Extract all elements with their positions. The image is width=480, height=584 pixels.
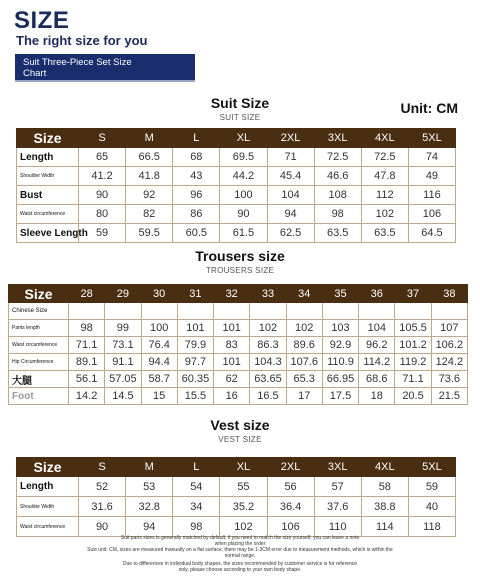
suit-section-title: Suit Size — [210, 95, 270, 111]
suit-table-cell: 47.8 — [361, 167, 408, 186]
note-line-3: Size unit: CM, sizes are measured manually on a flat surface, there may be 1-3CM error due to measurement methods, which is within the — [87, 547, 393, 553]
trousers-table-cell: 104.3 — [250, 354, 286, 371]
trousers-table-row — [9, 371, 468, 388]
suit-table-cell: 61.5 — [220, 224, 267, 243]
trousers-header-cell: 33 — [250, 285, 286, 303]
suit-size-table — [16, 128, 456, 243]
trousers-row-label: Pants length — [9, 320, 69, 337]
suit-table-cell: 45.4 — [267, 167, 314, 186]
vest-table-cell: 31.6 — [79, 497, 126, 517]
trousers-table-cell: 21.5 — [431, 388, 467, 405]
vest-header-cell: 3XL — [314, 458, 361, 477]
page-subtitle: The right size for you — [16, 33, 148, 48]
trousers-header-cell: 35 — [322, 285, 358, 303]
trousers-table-cell: 101 — [177, 320, 213, 337]
suit-header-size-label: Size — [17, 129, 79, 148]
unit-label: Unit: CM — [400, 100, 458, 116]
trousers-table-cell — [322, 303, 358, 320]
trousers-table-row — [9, 388, 468, 405]
trousers-table-cell — [177, 303, 213, 320]
trousers-table-cell: 91.1 — [105, 354, 141, 371]
trousers-table-cell: 105.5 — [395, 320, 431, 337]
trousers-table-row — [9, 354, 468, 371]
trousers-header-row — [9, 285, 468, 303]
trousers-table-cell: 65.3 — [286, 371, 322, 388]
suit-header-cell: 3XL — [314, 129, 361, 148]
trousers-table-cell: 101 — [214, 320, 250, 337]
trousers-table-cell: 14.2 — [69, 388, 105, 405]
vest-size-table — [16, 457, 456, 537]
suit-table-cell: 41.2 — [79, 167, 126, 186]
trousers-row-label: Hip Circumference — [9, 354, 69, 371]
trousers-table-cell: 107.6 — [286, 354, 322, 371]
suit-table-cell: 69.5 — [220, 148, 267, 167]
trousers-table-cell: 106.2 — [431, 337, 467, 354]
suit-table-row — [17, 186, 456, 205]
trousers-table-cell: 58.7 — [141, 371, 177, 388]
vest-table-cell: 54 — [173, 477, 220, 497]
suit-table-cell: 90 — [79, 186, 126, 205]
trousers-table-cell: 20.5 — [395, 388, 431, 405]
trousers-table-row — [9, 303, 468, 320]
trousers-table-cell: 83 — [214, 337, 250, 354]
vest-table-cell: 32.8 — [126, 497, 173, 517]
chart-label-line2: Chart — [23, 68, 47, 79]
vest-header-cell: L — [173, 458, 220, 477]
vest-header-cell: 4XL — [361, 458, 408, 477]
suit-table-cell: 65 — [79, 148, 126, 167]
vest-table-cell: 35.2 — [220, 497, 267, 517]
suit-header-row — [17, 129, 456, 148]
suit-table-cell: 74 — [408, 148, 455, 167]
vest-header-cell: 5XL — [408, 458, 455, 477]
trousers-table-cell: 62 — [214, 371, 250, 388]
trousers-table-cell: 63.65 — [250, 371, 286, 388]
trousers-table-cell: 71.1 — [395, 371, 431, 388]
vest-table-row — [17, 477, 456, 497]
vest-table-cell: 57 — [314, 477, 361, 497]
trousers-table-row — [9, 337, 468, 354]
suit-table-row — [17, 148, 456, 167]
trousers-header-cell: 38 — [431, 285, 467, 303]
vest-table-cell: 40 — [408, 497, 455, 517]
trousers-table-cell: 68.6 — [359, 371, 395, 388]
trousers-header-size-label: Size — [9, 285, 69, 303]
trousers-table-cell: 16 — [214, 388, 250, 405]
vest-table-cell: 114 — [361, 517, 408, 537]
suit-row-label: Sleeve Length — [17, 224, 79, 243]
suit-header-cell: 2XL — [267, 129, 314, 148]
suit-header-cell: 4XL — [361, 129, 408, 148]
trousers-table-cell: 79.9 — [177, 337, 213, 354]
suit-table-cell: 64.5 — [408, 224, 455, 243]
trousers-table-cell: 15.5 — [177, 388, 213, 405]
trousers-table-cell: 17.5 — [322, 388, 358, 405]
trousers-table-cell: 124.2 — [431, 354, 467, 371]
trousers-table-cell: 114.2 — [359, 354, 395, 371]
trousers-table-cell: 104 — [359, 320, 395, 337]
trousers-table-cell — [141, 303, 177, 320]
note-line-6: only, please choose according to your own body shape. — [178, 567, 302, 573]
vest-table-row — [17, 517, 456, 537]
trousers-table-cell: 15 — [141, 388, 177, 405]
suit-header-cell: L — [173, 129, 220, 148]
suit-table-cell: 66.5 — [126, 148, 173, 167]
suit-table-cell: 100 — [220, 186, 267, 205]
trousers-table-row — [9, 320, 468, 337]
vest-header-row — [17, 458, 456, 477]
trousers-table-cell — [250, 303, 286, 320]
vest-table-cell: 106 — [267, 517, 314, 537]
suit-table-cell: 46.6 — [314, 167, 361, 186]
trousers-row-label: Foot — [9, 388, 69, 405]
suit-table-cell: 41.8 — [126, 167, 173, 186]
trousers-table-cell — [105, 303, 141, 320]
suit-table-cell: 102 — [361, 205, 408, 224]
suit-header-cell: 5XL — [408, 129, 455, 148]
suit-row-label: Length — [17, 148, 79, 167]
note-line-4: normal range. — [224, 553, 256, 559]
suit-table-cell: 72.5 — [314, 148, 361, 167]
vest-table-cell: 55 — [220, 477, 267, 497]
suit-table-cell: 116 — [408, 186, 455, 205]
trousers-table-cell: 103 — [322, 320, 358, 337]
suit-table-cell: 86 — [173, 205, 220, 224]
trousers-table-cell: 73.1 — [105, 337, 141, 354]
vest-header-cell: XL — [220, 458, 267, 477]
suit-table-cell: 63.5 — [314, 224, 361, 243]
trousers-table-cell: 96.2 — [359, 337, 395, 354]
trousers-table-cell: 100 — [141, 320, 177, 337]
trousers-size-table — [8, 284, 468, 405]
note-line-5: Due to differences in individual body shapes, the sizes recommended by customer service is for reference — [122, 561, 358, 567]
suit-row-label: Waist circumference — [17, 205, 79, 224]
vest-table-cell: 56 — [267, 477, 314, 497]
trousers-table-cell — [359, 303, 395, 320]
trousers-table-cell: 92.9 — [322, 337, 358, 354]
trousers-table-cell: 107 — [431, 320, 467, 337]
trousers-table-cell: 119.2 — [395, 354, 431, 371]
suit-table-cell: 92 — [126, 186, 173, 205]
vest-table-cell: 52 — [79, 477, 126, 497]
trousers-header-cell: 32 — [214, 285, 250, 303]
suit-table-cell: 44.2 — [220, 167, 267, 186]
suit-table-cell: 72.5 — [361, 148, 408, 167]
suit-table-cell: 96 — [173, 186, 220, 205]
note-line-1: Suit parts sizes is generally matched by default, if you need to match the size yourself, you can leave a note — [120, 535, 360, 541]
trousers-table-cell — [286, 303, 322, 320]
trousers-table-cell: 86.3 — [250, 337, 286, 354]
trousers-table-cell — [395, 303, 431, 320]
trousers-row-label: 大腿 — [9, 371, 69, 388]
trousers-table-cell: 18 — [359, 388, 395, 405]
vest-table-cell: 90 — [79, 517, 126, 537]
vest-table-cell: 37.6 — [314, 497, 361, 517]
suit-table-cell: 82 — [126, 205, 173, 224]
suit-table-cell: 80 — [79, 205, 126, 224]
suit-table-cell: 59.5 — [126, 224, 173, 243]
trousers-row-label: Chinese Size — [9, 303, 69, 320]
vest-section-title: Vest size — [210, 417, 270, 433]
vest-table-cell: 118 — [408, 517, 455, 537]
trousers-table-cell: 66.95 — [322, 371, 358, 388]
suit-table-cell: 59 — [79, 224, 126, 243]
trousers-table-cell: 71.1 — [69, 337, 105, 354]
trousers-table-cell: 16.5 — [250, 388, 286, 405]
trousers-table-cell: 97.7 — [177, 354, 213, 371]
suit-table-cell: 68 — [173, 148, 220, 167]
vest-table-cell: 36.4 — [267, 497, 314, 517]
trousers-table-cell: 56.1 — [69, 371, 105, 388]
trousers-table-cell — [431, 303, 467, 320]
trousers-table-cell — [214, 303, 250, 320]
suit-header-cell: XL — [220, 129, 267, 148]
suit-table-row — [17, 205, 456, 224]
suit-table-row — [17, 167, 456, 186]
trousers-table-cell: 94.4 — [141, 354, 177, 371]
trousers-section-subtitle: TROUSERS SIZE — [205, 266, 275, 275]
suit-table-cell: 104 — [267, 186, 314, 205]
vest-table-cell: 98 — [173, 517, 220, 537]
trousers-table-cell: 89.1 — [69, 354, 105, 371]
trousers-header-cell: 36 — [359, 285, 395, 303]
trousers-table-cell — [69, 303, 105, 320]
suit-table-cell: 112 — [361, 186, 408, 205]
trousers-table-cell: 98 — [69, 320, 105, 337]
suit-table-cell: 94 — [267, 205, 314, 224]
vest-header-size-label: Size — [17, 458, 79, 477]
vest-section-subtitle: VEST SIZE — [218, 435, 262, 444]
trousers-table-cell: 102 — [250, 320, 286, 337]
suit-table-cell: 90 — [220, 205, 267, 224]
trousers-section-title: Trousers size — [195, 248, 285, 264]
trousers-table-cell: 57.05 — [105, 371, 141, 388]
vest-table-cell: 53 — [126, 477, 173, 497]
trousers-header-cell: 30 — [141, 285, 177, 303]
suit-table-cell: 71 — [267, 148, 314, 167]
vest-table-cell: 38.8 — [361, 497, 408, 517]
suit-header-cell: M — [126, 129, 173, 148]
trousers-table-cell: 17 — [286, 388, 322, 405]
trousers-table-cell: 73.6 — [431, 371, 467, 388]
trousers-table-cell: 99 — [105, 320, 141, 337]
vest-row-label: Shoulder Width — [17, 497, 79, 517]
trousers-table-cell: 76.4 — [141, 337, 177, 354]
suit-table-cell: 63.5 — [361, 224, 408, 243]
suit-table-cell: 43 — [173, 167, 220, 186]
chart-label-line1: Suit Three-Piece Set Size — [23, 57, 132, 68]
suit-table-cell: 62.5 — [267, 224, 314, 243]
vest-table-cell: 110 — [314, 517, 361, 537]
vest-header-cell: 2XL — [267, 458, 314, 477]
vest-table-cell: 94 — [126, 517, 173, 537]
trousers-header-cell: 34 — [286, 285, 322, 303]
suit-header-cell: S — [79, 129, 126, 148]
suit-table-cell: 49 — [408, 167, 455, 186]
suit-table-cell: 106 — [408, 205, 455, 224]
trousers-header-cell: 31 — [177, 285, 213, 303]
suit-table-cell: 60.5 — [173, 224, 220, 243]
suit-table-row — [17, 224, 456, 243]
vest-table-cell: 34 — [173, 497, 220, 517]
vest-table-cell: 58 — [361, 477, 408, 497]
suit-table-cell: 108 — [314, 186, 361, 205]
trousers-table-cell: 110.9 — [322, 354, 358, 371]
vest-row-label: Length — [17, 477, 79, 497]
trousers-header-cell: 37 — [395, 285, 431, 303]
suit-row-label: Bust — [17, 186, 79, 205]
trousers-table-cell: 102 — [286, 320, 322, 337]
page-title: SIZE — [14, 7, 70, 34]
vest-header-cell: M — [126, 458, 173, 477]
note-line-2: when placing the order — [214, 541, 266, 547]
vest-header-cell: S — [79, 458, 126, 477]
trousers-table-cell: 101.2 — [395, 337, 431, 354]
vest-row-label: Waist circumference — [17, 517, 79, 537]
suit-row-label: Shoulder Width — [17, 167, 79, 186]
trousers-table-cell: 60.35 — [177, 371, 213, 388]
trousers-table-cell: 14.5 — [105, 388, 141, 405]
trousers-table-cell: 101 — [214, 354, 250, 371]
vest-table-cell: 102 — [220, 517, 267, 537]
trousers-header-cell: 29 — [105, 285, 141, 303]
suit-section-subtitle: SUIT SIZE — [219, 113, 261, 122]
vest-table-cell: 59 — [408, 477, 455, 497]
chart-label-box — [15, 54, 195, 82]
trousers-table-cell: 89.6 — [286, 337, 322, 354]
trousers-row-label: Waist circumference — [9, 337, 69, 354]
trousers-header-cell: 28 — [69, 285, 105, 303]
vest-table-row — [17, 497, 456, 517]
suit-table-cell: 98 — [314, 205, 361, 224]
